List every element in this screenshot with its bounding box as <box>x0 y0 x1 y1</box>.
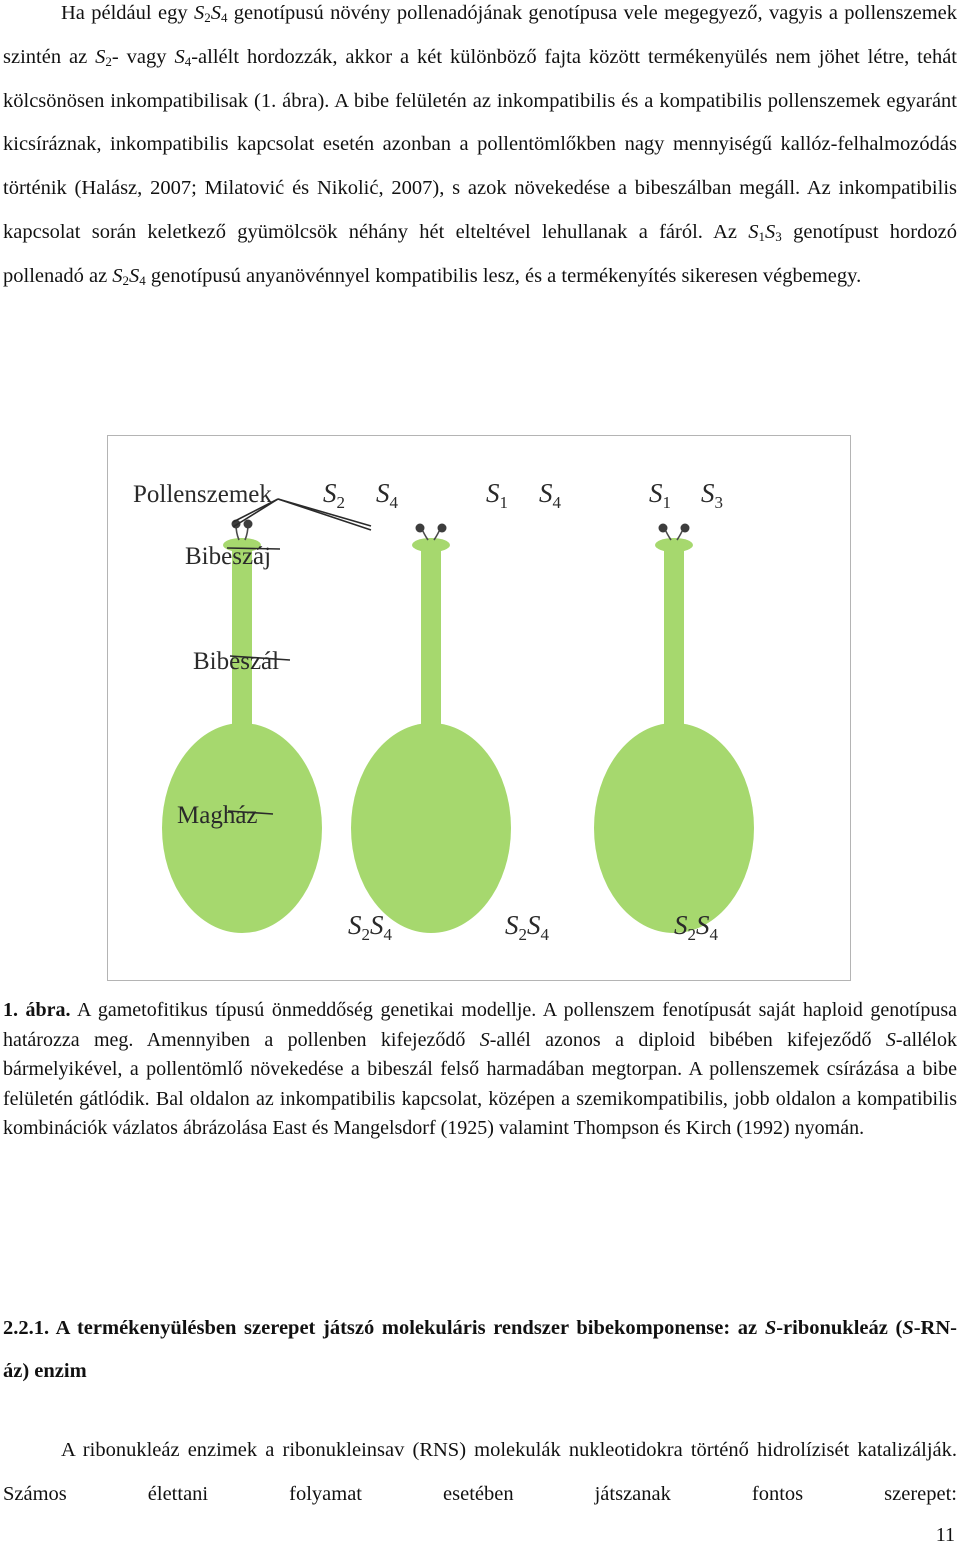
pollen-grain-middle-b <box>438 524 447 533</box>
pistil-genotype-left: $S_2S_4$ <box>348 910 392 944</box>
pistil-right <box>594 524 754 934</box>
stigma-middle <box>412 538 450 552</box>
ovary-right <box>594 723 754 933</box>
style-right <box>664 551 684 736</box>
pistil-genotype-middle: $S_2S_4$ <box>505 910 549 944</box>
label-pollen: Pollenszemek <box>133 481 272 508</box>
ovary-middle <box>351 723 511 933</box>
pollen-genotype-middle-a: $S_1$ <box>486 478 508 512</box>
page-number: 11 <box>935 1524 955 1546</box>
stigma-right <box>655 538 693 552</box>
pollen-grain-right-b <box>681 524 690 533</box>
section-heading: 2.2.1. A termékenyülésben szerepet játszó molekuláris rendszer bibekomponense: az S-ribonukleáz (S-RN-áz) enzim <box>3 1317 957 1382</box>
style-left <box>232 551 252 736</box>
figure-caption: 1. ábra. A gametofitikus típusú önmeddőség genetikai modellje. A pollenszem fenotípusát saját haploid genotípusa határozza meg. Amennyiben a pollenben kifejeződő S-allél azonos a diploid bibében kifejeződő S-allélok bármelyikével, a pollentömlő növekedése a bibeszál felső harmadában megtorpan. A pollenszemek csírázása a bibe felületén gátlódik. Bal oldalon az inkompatibilis kapcsolat, középen a szemikompatibilis, jobb oldalon a kompatibilis kombinációk vázlatos ábrázolása East és Mangelsdorf (1925) valamint Thompson és Kirch (1992) nyomán. <box>3 999 958 1140</box>
label-stigma: Bibeszáj <box>185 543 272 570</box>
pollen-genotype-middle-b: $S_4$ <box>539 478 561 512</box>
pollen-grain-left-b <box>244 520 253 529</box>
label-ovary: Magház <box>177 802 258 829</box>
pistil-middle <box>351 524 511 934</box>
paragraph-ribonuclease: A ribonukleáz enzimek a ribonukleinsav (RNS) molekulák nukleotidokra történő hidrolízisét katalizálják. Számos élettani folyamat esetében játszanak fontos szerepet: <box>3 1439 957 1505</box>
paragraph-intro: Ha például egy $S_2S_4$ genotípusú növény pollenadójának genotípusa vele megegyező, vagyis a pollenszemek szintén az $S_2-$ vagy $S_4$-allélt hordozzák, akkor a két különböző fajta között termékenyülés nem jöhet létre, tehát kölcsönösen inkompatibilisak (1. ábra). A bibe felületén az inkompatibilis és a kompatibilis pollenszemek egyaránt kicsíráznak, inkompatibilis kapcsolat esetén azonban a pollentömlőkben nagy mennyiségű kallóz-felhalmozódás történik (Halász, 2007; Milatović és Nikolić, 2007), s azok növekedése a bibeszálban megáll. Az inkompatibilis kapcsolat során keletkező gyümölcsök néhány hét elteltével lehullanak a fáról. Az $S_1S_3$ genotípust hordozó pollenadó az $S_2S_4$ genotípusú anyanövénnyel kompatibilis lesz, és a termékenyítés sikeresen végbemegy. <box>3 2 958 288</box>
caption-label: 1. ábra. <box>3 999 71 1021</box>
pistil-left <box>162 520 322 934</box>
figure-self-incompatibility-model <box>107 435 851 981</box>
label-style: Bibeszál <box>193 648 280 675</box>
pollen-genotype-right-b: $S_3$ <box>701 478 723 512</box>
pistil-genotype-right: $S_2S_4$ <box>674 910 718 944</box>
pollen-genotype-left-a: $S_2$ <box>323 478 345 512</box>
pollen-grain-middle-a <box>416 524 425 533</box>
pollen-genotype-left-b: $S_4$ <box>376 478 398 512</box>
figure-diagram <box>108 436 852 982</box>
style-middle <box>421 551 441 736</box>
pollen-genotype-right-a: $S_1$ <box>649 478 671 512</box>
pollen-grain-right-a <box>659 524 668 533</box>
